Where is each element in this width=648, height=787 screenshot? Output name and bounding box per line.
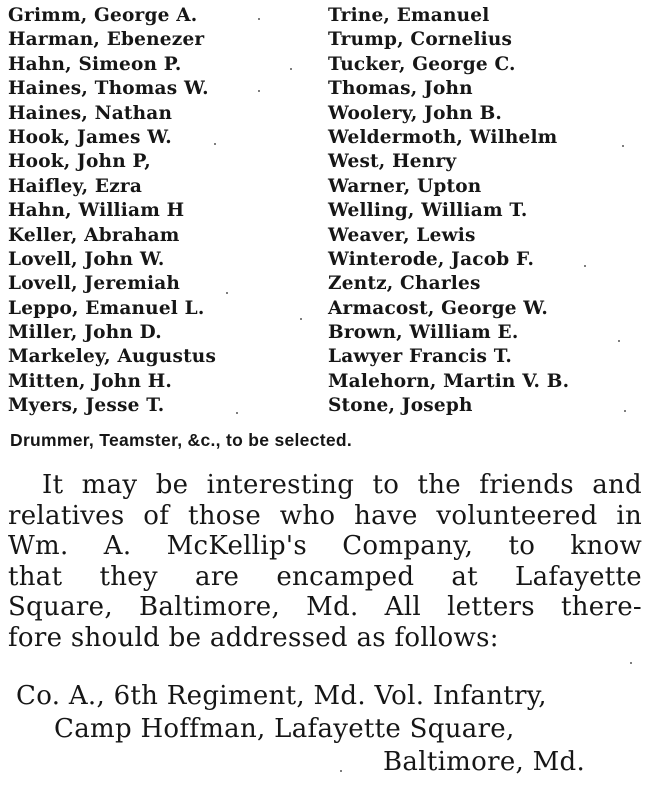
mailing-address	[8, 680, 642, 779]
roster-row	[8, 102, 644, 126]
roster-name-right: Trump, Cornelius	[328, 29, 513, 51]
roster-name-left: Leppo, Emanuel L.	[8, 297, 205, 319]
roster-row	[8, 224, 644, 248]
roster-name-left: Keller, Abraham	[8, 224, 180, 246]
roster-name-left: Grimm, George A.	[8, 5, 198, 26]
print-speck	[630, 662, 632, 664]
roster-name-left: Lovell, John W.	[8, 248, 165, 270]
print-speck	[340, 770, 342, 772]
roster-name-right: Brown, William E.	[328, 322, 519, 344]
roster-name-left: Hahn, Simeon P.	[8, 53, 182, 75]
notice-line: Square, Baltimore, Md. All letters there-	[8, 592, 642, 622]
roster-name-left: Myers, Jesse T.	[8, 395, 165, 417]
notice-line: It may be interesting to the friends and	[42, 470, 642, 500]
drummer-note: Drummer, Teamster, &c., to be selected.	[10, 430, 353, 450]
roster-row	[8, 175, 644, 199]
print-speck	[258, 18, 260, 20]
roster-name-right: Stone, Joseph	[328, 395, 473, 417]
roster-row	[8, 345, 644, 369]
roster-row	[8, 28, 644, 52]
roster-name-right: Lawyer Francis T.	[328, 346, 512, 368]
roster-name-left: Miller, John D.	[8, 322, 162, 344]
roster-row	[8, 53, 644, 77]
roster-row	[8, 394, 644, 418]
print-speck	[226, 292, 228, 294]
address-line-camp: Camp Hoffman, Lafayette Square,	[54, 714, 515, 744]
roster-name-right: Thomas, John	[328, 78, 473, 100]
print-speck	[624, 410, 626, 412]
roster-name-left: Haines, Nathan	[8, 102, 173, 124]
roster-row	[8, 150, 644, 174]
roster-row	[8, 297, 644, 321]
roster-name-right: Zentz, Charles	[328, 273, 481, 295]
volunteer-roster	[8, 4, 644, 419]
notice-line: relatives of those who have volunteered in	[8, 500, 642, 531]
roster-name-right: Armacost, George W.	[328, 297, 549, 319]
roster-row	[8, 77, 644, 101]
roster-row	[8, 248, 644, 272]
print-speck	[622, 145, 624, 147]
notice-line: Wm. A. McKellip's Company, to know	[8, 531, 642, 561]
roster-name-left: Hahn, William H	[8, 200, 185, 222]
roster-name-right: Tucker, George C.	[328, 53, 516, 75]
roster-name-right: Trine, Emanuel	[328, 5, 490, 26]
roster-row	[8, 199, 644, 223]
print-speck	[258, 90, 260, 92]
roster-row	[8, 272, 644, 296]
roster-row	[8, 126, 644, 150]
roster-name-left: Haifley, Ezra	[8, 175, 143, 197]
roster-name-right: Warner, Upton	[328, 175, 482, 197]
roster-name-right: Woolery, John B.	[328, 102, 503, 124]
roster-name-right: Weaver, Lewis	[328, 224, 476, 246]
roster-name-left: Hook, James W.	[8, 126, 172, 148]
print-speck	[300, 318, 302, 320]
roster-name-left: Markeley, Augustus	[8, 346, 217, 368]
address-line-company: Co. A., 6th Regiment, Md. Vol. Infantry,	[16, 681, 547, 711]
roster-name-right: Weldermoth, Wilhelm	[328, 126, 558, 148]
roster-name-left: Mitten, John H.	[8, 370, 173, 392]
print-speck	[236, 412, 238, 414]
print-speck	[618, 340, 620, 342]
roster-row	[8, 4, 644, 28]
roster-name-left: Haines, Thomas W.	[8, 78, 209, 100]
print-speck	[214, 143, 216, 145]
roster-name-right: Welling, William T.	[328, 200, 528, 222]
roster-name-left: Harman, Ebenezer	[8, 29, 205, 51]
print-speck	[290, 68, 292, 70]
print-speck	[584, 265, 586, 267]
roster-name-left: Lovell, Jeremiah	[8, 273, 181, 295]
roster-row	[8, 321, 644, 345]
notice-line: fore should be addressed as follows:	[8, 622, 499, 653]
notice-line: that they are encamped at Lafayette	[8, 561, 642, 592]
roster-name-left: Hook, John P,	[8, 151, 151, 173]
roster-name-right: West, Henry	[328, 151, 457, 173]
roster-name-right: Malehorn, Martin V. B.	[328, 370, 570, 392]
roster-row	[8, 370, 644, 394]
roster-name-right: Winterode, Jacob F.	[328, 248, 535, 270]
address-line-city: Baltimore, Md.	[383, 747, 586, 777]
notice-paragraph	[8, 470, 642, 653]
